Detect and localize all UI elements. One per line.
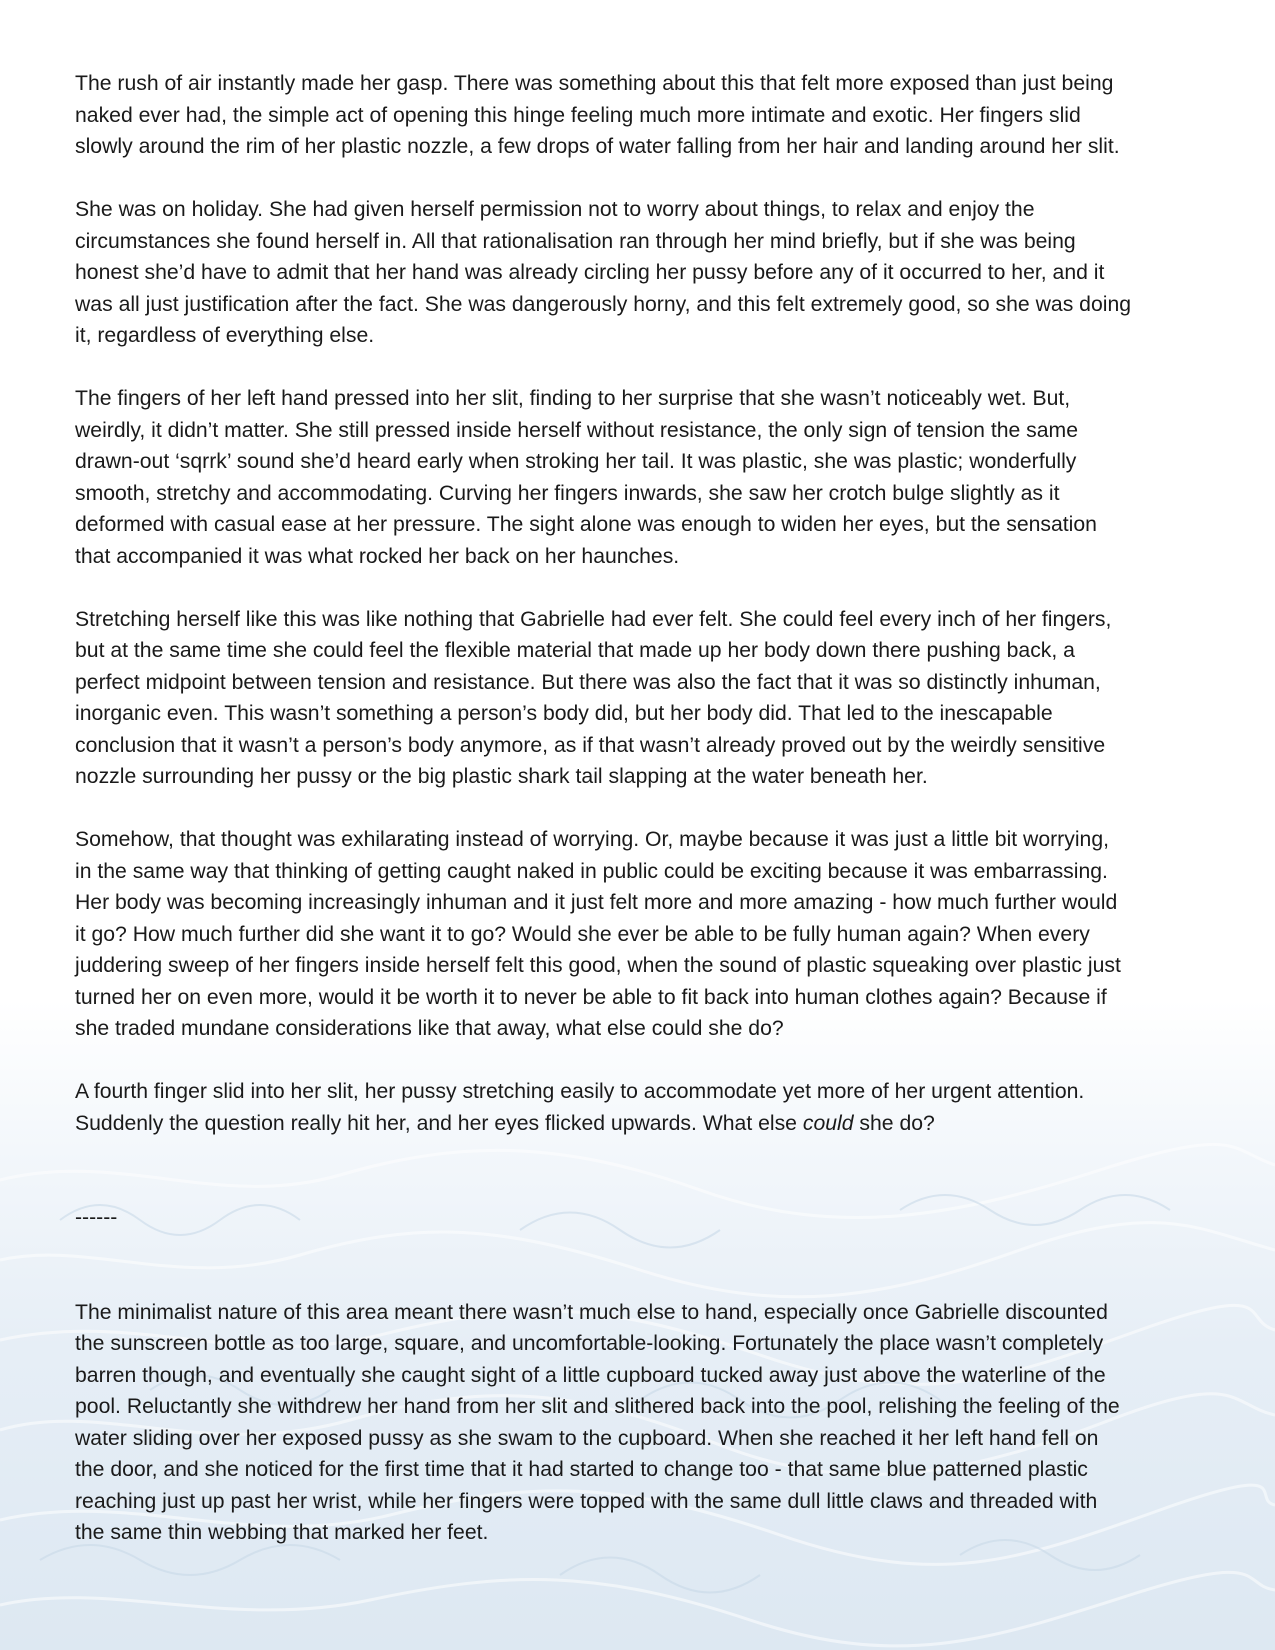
text-line: in the same way that thinking of getting caught naked in public could be exciting because it was embarrassing.	[75, 859, 1108, 883]
line-text-after: she do?	[853, 1111, 935, 1135]
text-line: was all just justification after the fact. She was dangerously horny, and this felt extremely good, so she was doing	[75, 292, 1132, 316]
scene-break-separator: ------	[75, 1206, 118, 1229]
text-line: but at the same time she could feel the flexible material that made up her body down there pushing back, a	[75, 639, 1075, 662]
paragraph-4	[75, 604, 1215, 793]
paragraph-2	[75, 194, 1215, 352]
paragraph-7	[75, 1297, 1215, 1549]
text-line: pool. Reluctantly she withdrew her hand from her slit and slithered back into the pool, relishing the feeling of the	[75, 1395, 1120, 1418]
paragraph-6	[75, 1076, 1215, 1139]
paragraph-1	[75, 68, 1215, 163]
text-line: nozzle surrounding her pussy or the big plastic shark tail slapping at the water beneath her.	[75, 765, 928, 788]
text-line: slowly around the rim of her plastic nozzle, a few drops of water falling from her hair and landing around her slit.	[75, 135, 1120, 158]
text-line: weirdly, it didn’t matter. She still pressed inside herself without resistance, the only sign of tension the same	[75, 418, 1078, 442]
text-line: The rush of air instantly made her gasp. There was something about this that felt more exposed than just being	[75, 72, 1114, 95]
text-line: it, regardless of everything else.	[75, 324, 375, 347]
text-line: conclusion that it wasn’t a person’s body anymore, as if that wasn’t already proved out by the weirdly sensitive	[75, 733, 1106, 757]
text-line: perfect midpoint between tension and resistance. But there was also the fact that it was so distinctly inhuman,	[75, 670, 1101, 694]
text-line: the same thin webbing that marked her feet.	[75, 1521, 489, 1544]
text-line: Her body was becoming increasingly inhuman and it just felt more and more amazing - how much further would	[75, 891, 1118, 914]
text-line: smooth, stretchy and accommodating. Curving her fingers inwards, she saw her crotch bulge slightly as it	[75, 481, 1060, 505]
text-line: circumstances she found herself in. All that rationalisation ran through her mind briefly, but if she was being	[75, 229, 1076, 253]
emphasized-word: could	[802, 1111, 854, 1135]
text-line: inorganic even. This wasn’t something a person’s body did, but her body did. That led to the inescapable	[75, 702, 1053, 725]
text-line: the sunscreen bottle as too large, square, and uncomfortable-looking. Fortunately the place wasn’t completely	[75, 1332, 1104, 1355]
text-line: The minimalist nature of this area meant there wasn’t much else to hand, especially once Gabrielle discounted	[75, 1300, 1108, 1324]
text-line: A fourth finger slid into her slit, her pussy stretching easily to accommodate yet more of her urgent attention.	[75, 1080, 1085, 1103]
text-line: turned her on even more, would it be worth it to never be able to fit back into human clothes again? Because if	[75, 985, 1107, 1009]
text-line: drawn-out ‘sqrrk’ sound she’d heard early when stroking her tail. It was plastic, she was plastic; wonderfully	[75, 450, 1077, 473]
text-line-with-emphasis	[75, 1108, 1215, 1140]
text-line: the door, and she noticed for the first time that it had started to change too - that same blue patterned plastic	[75, 1458, 1088, 1481]
text-line: water sliding over her exposed pussy as she swam to the cupboard. When she reached it her left hand fell on	[75, 1426, 1099, 1450]
line-text-before: Suddenly the question really hit her, and her eyes flicked upwards. What else	[75, 1111, 803, 1135]
story-page	[75, 68, 1215, 1580]
text-line: barren though, and eventually she caught sight of a little cupboard tucked away just above the waterline of the	[75, 1363, 1106, 1387]
paragraph-3	[75, 383, 1215, 572]
text-line: She was on holiday. She had given herself permission not to worry about things, to relax and enjoy the	[75, 198, 1035, 221]
text-line: deformed with casual ease at her pressure. The sight alone was enough to widen her eyes, but the sensation	[75, 513, 1097, 536]
text-line: honest she’d have to admit that her hand was already circling her pussy before any of it occurred to her, and it	[75, 261, 1105, 284]
paragraph-5	[75, 824, 1215, 1045]
text-line: that accompanied it was what rocked her back on her haunches.	[75, 544, 680, 568]
text-line: Stretching herself like this was like nothing that Gabrielle had ever felt. She could feel every inch of her fingers,	[75, 607, 1112, 631]
text-line: it go? How much further did she want it to go? Would she ever be able to be fully human again? When every	[75, 922, 1090, 946]
text-line: Somehow, that thought was exhilarating instead of worrying. Or, maybe because it was just a little bit worrying,	[75, 828, 1109, 851]
text-line: she traded mundane considerations like that away, what else could she do?	[75, 1017, 784, 1040]
text-line: naked ever had, the simple act of opening this hinge feeling much more intimate and exotic. Her fingers slid	[75, 103, 1081, 127]
text-line: The fingers of her left hand pressed into her slit, finding to her surprise that she wasn’t noticeably wet. But,	[75, 387, 1071, 410]
text-line: reaching just up past her wrist, while her fingers were topped with the same dull little claws and threaded with	[75, 1489, 1098, 1513]
text-line: juddering sweep of her fingers inside herself felt this good, when the sound of plastic squeaking over plastic just	[75, 954, 1121, 977]
